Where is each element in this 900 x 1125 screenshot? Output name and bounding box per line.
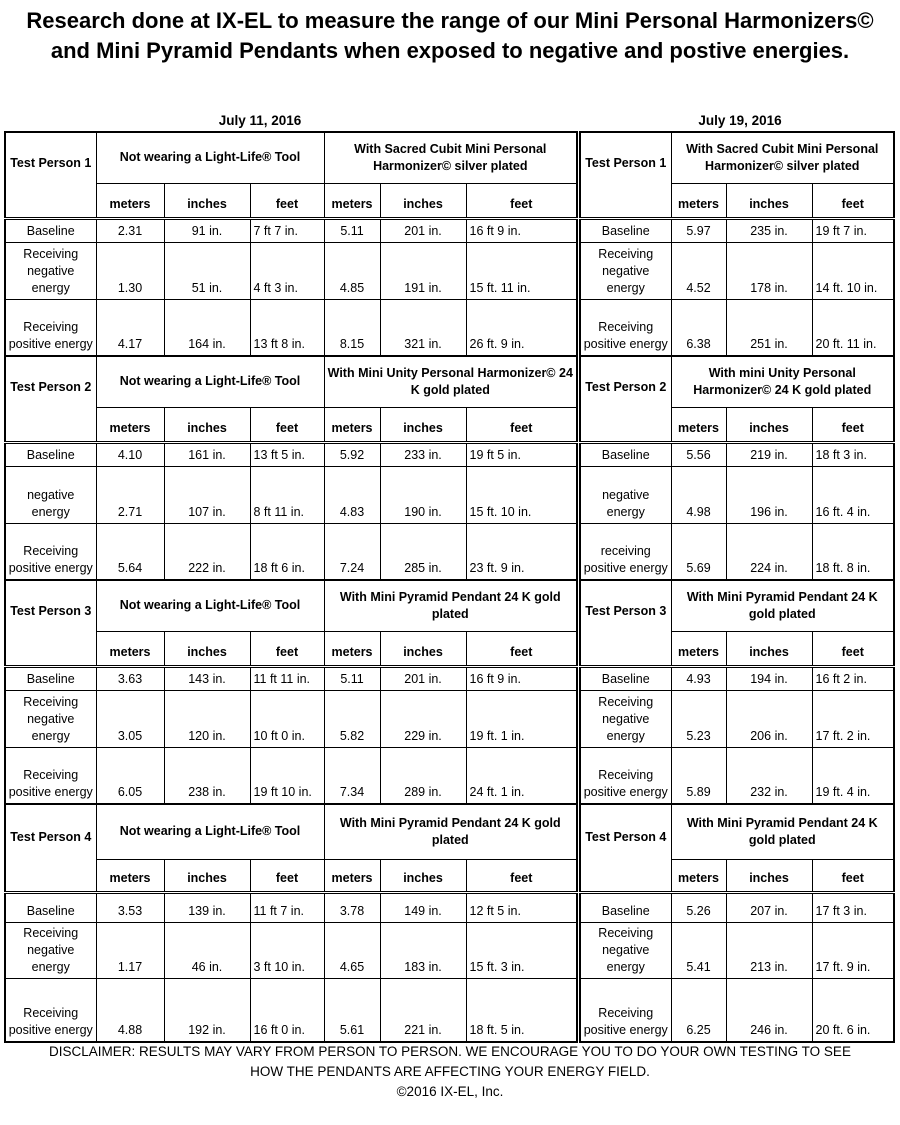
value-cell: 207 in. (726, 892, 812, 922)
value-cell: 5.11 (324, 218, 380, 242)
value-cell: 19 ft. 4 in. (812, 747, 894, 804)
value-cell: 4.65 (324, 922, 380, 978)
empty-cell (580, 407, 671, 442)
value-cell: 26 ft. 9 in. (466, 299, 577, 356)
title-line-2: and Mini Pyramid Pendants when exposed to negative and postive energies. (50, 38, 850, 63)
empty-cell (580, 183, 671, 218)
row-label: Receiving positive energy (5, 978, 96, 1042)
value-cell: 178 in. (726, 242, 812, 299)
value-cell: 7.24 (324, 523, 380, 580)
unit-header-meters: meters (96, 183, 164, 218)
value-cell: 221 in. (380, 978, 466, 1042)
value-cell: 8.15 (324, 299, 380, 356)
unit-header-meters: meters (671, 631, 726, 666)
value-cell: 222 in. (164, 523, 250, 580)
condition-header: With Mini Pyramid Pendant 24 K gold plated (324, 804, 577, 859)
row-label: negative energy (5, 466, 96, 523)
condition-header: Not wearing a Light-Life® Tool (96, 580, 324, 631)
value-cell: 196 in. (726, 466, 812, 523)
units-row (580, 631, 894, 666)
unit-header-meters: meters (324, 183, 380, 218)
value-cell: 5.26 (671, 892, 726, 922)
unit-header-meters: meters (96, 859, 164, 892)
unit-header-feet: feet (812, 183, 894, 218)
test-person-label: Test Person 2 (580, 356, 671, 407)
value-cell: 5.41 (671, 922, 726, 978)
value-cell: 24 ft. 1 in. (466, 747, 577, 804)
unit-header-feet: feet (466, 407, 577, 442)
unit-header-feet: feet (250, 859, 324, 892)
condition-header: Not wearing a Light-Life® Tool (96, 132, 324, 183)
value-cell: 13 ft 8 in. (250, 299, 324, 356)
disclaimer (0, 1042, 900, 1102)
group-header-row (5, 580, 577, 631)
empty-cell (5, 407, 96, 442)
condition-header: With Mini Pyramid Pendant 24 K gold plated (671, 804, 894, 859)
value-cell: 1.17 (96, 922, 164, 978)
table-row (580, 690, 894, 747)
row-label: Baseline (5, 892, 96, 922)
value-cell: 1.30 (96, 242, 164, 299)
value-cell: 4.10 (96, 442, 164, 466)
value-cell: 4.85 (324, 242, 380, 299)
value-cell: 238 in. (164, 747, 250, 804)
unit-header-feet: feet (466, 859, 577, 892)
row-label: Receiving positive energy (5, 747, 96, 804)
value-cell: 6.38 (671, 299, 726, 356)
value-cell: 3.53 (96, 892, 164, 922)
unit-header-feet: feet (812, 631, 894, 666)
date-left: July 11, 2016 (218, 113, 302, 128)
unit-header-feet: feet (812, 859, 894, 892)
results-table-july-19 (579, 131, 895, 1043)
table-row (580, 242, 894, 299)
test-person-label: Test Person 4 (5, 804, 96, 859)
value-cell: 11 ft 11 in. (250, 666, 324, 690)
value-cell: 17 ft. 2 in. (812, 690, 894, 747)
unit-header-meters: meters (671, 859, 726, 892)
value-cell: 191 in. (380, 242, 466, 299)
value-cell: 46 in. (164, 922, 250, 978)
value-cell: 12 ft 5 in. (466, 892, 577, 922)
value-cell: 15 ft. 11 in. (466, 242, 577, 299)
unit-header-inches: inches (164, 183, 250, 218)
copyright: ©2016 IX-EL, Inc. (396, 1084, 504, 1099)
table-row (580, 466, 894, 523)
unit-header-inches: inches (380, 631, 466, 666)
row-label: Receiving negative energy (580, 922, 671, 978)
row-label: Receiving negative energy (5, 242, 96, 299)
test-person-label: Test Person 4 (580, 804, 671, 859)
row-label: Baseline (5, 218, 96, 242)
unit-header-inches: inches (380, 859, 466, 892)
value-cell: 321 in. (380, 299, 466, 356)
test-person-label: Test Person 1 (5, 132, 96, 183)
table-row (580, 299, 894, 356)
units-row (580, 407, 894, 442)
row-label: Receiving negative energy (5, 922, 96, 978)
disclaimer-line-2: HOW THE PENDANTS ARE AFFECTING YOUR ENERGY FIELD. (250, 1064, 650, 1079)
row-label: Receiving negative energy (580, 242, 671, 299)
test-person-label: Test Person 3 (580, 580, 671, 631)
value-cell: 2.71 (96, 466, 164, 523)
value-cell: 5.64 (96, 523, 164, 580)
row-label: Receiving positive energy (5, 299, 96, 356)
value-cell: 16 ft 9 in. (466, 666, 577, 690)
test-person-label: Test Person 3 (5, 580, 96, 631)
value-cell: 232 in. (726, 747, 812, 804)
unit-header-meters: meters (324, 859, 380, 892)
value-cell: 219 in. (726, 442, 812, 466)
value-cell: 213 in. (726, 922, 812, 978)
value-cell: 194 in. (726, 666, 812, 690)
row-label: Baseline (580, 892, 671, 922)
units-row (5, 631, 577, 666)
group-header-row (5, 356, 577, 407)
empty-cell (580, 631, 671, 666)
value-cell: 4.98 (671, 466, 726, 523)
group-header-row (5, 132, 577, 183)
value-cell: 3 ft 10 in. (250, 922, 324, 978)
table-row (5, 442, 577, 466)
value-cell: 14 ft. 10 in. (812, 242, 894, 299)
value-cell: 107 in. (164, 466, 250, 523)
row-label: Baseline (580, 218, 671, 242)
condition-header: With Mini Unity Personal Harmonizer© 24 K gold plated (324, 356, 577, 407)
unit-header-meters: meters (671, 183, 726, 218)
unit-header-meters: meters (96, 407, 164, 442)
value-cell: 5.97 (671, 218, 726, 242)
unit-header-inches: inches (726, 407, 812, 442)
value-cell: 15 ft. 10 in. (466, 466, 577, 523)
units-row (580, 183, 894, 218)
value-cell: 233 in. (380, 442, 466, 466)
row-label: Receiving positive energy (580, 747, 671, 804)
unit-header-inches: inches (726, 859, 812, 892)
table-row (580, 892, 894, 922)
table-row (5, 523, 577, 580)
unit-header-inches: inches (726, 631, 812, 666)
condition-header: With Sacred Cubit Mini Personal Harmonizer© silver plated (671, 132, 894, 183)
table-row (580, 747, 894, 804)
value-cell: 11 ft 7 in. (250, 892, 324, 922)
units-row (5, 407, 577, 442)
value-cell: 4 ft 3 in. (250, 242, 324, 299)
value-cell: 289 in. (380, 747, 466, 804)
value-cell: 4.88 (96, 978, 164, 1042)
value-cell: 161 in. (164, 442, 250, 466)
group-header-row (580, 580, 894, 631)
value-cell: 139 in. (164, 892, 250, 922)
value-cell: 5.56 (671, 442, 726, 466)
value-cell: 5.82 (324, 690, 380, 747)
value-cell: 143 in. (164, 666, 250, 690)
unit-header-inches: inches (164, 859, 250, 892)
value-cell: 3.63 (96, 666, 164, 690)
value-cell: 19 ft 7 in. (812, 218, 894, 242)
group-header-row (5, 804, 577, 859)
value-cell: 16 ft 9 in. (466, 218, 577, 242)
unit-header-meters: meters (671, 407, 726, 442)
value-cell: 6.25 (671, 978, 726, 1042)
results-table-july-11 (4, 131, 578, 1043)
page-title (0, 6, 900, 66)
value-cell: 7.34 (324, 747, 380, 804)
unit-header-feet: feet (466, 183, 577, 218)
value-cell: 16 ft 0 in. (250, 978, 324, 1042)
value-cell: 19 ft. 1 in. (466, 690, 577, 747)
value-cell: 19 ft 5 in. (466, 442, 577, 466)
table-row (580, 978, 894, 1042)
disclaimer-line-1: DISCLAIMER: RESULTS MAY VARY FROM PERSON TO PERSON. WE ENCOURAGE YOU TO DO YOUR OWN TESTING TO SEE (49, 1044, 851, 1059)
value-cell: 235 in. (726, 218, 812, 242)
value-cell: 192 in. (164, 978, 250, 1042)
title-line-1: Research done at IX-EL to measure the range of our Mini Personal Harmonizers© (26, 8, 874, 33)
value-cell: 5.61 (324, 978, 380, 1042)
row-label: Receiving negative energy (580, 690, 671, 747)
value-cell: 6.05 (96, 747, 164, 804)
value-cell: 2.31 (96, 218, 164, 242)
value-cell: 18 ft. 5 in. (466, 978, 577, 1042)
value-cell: 5.11 (324, 666, 380, 690)
table-row (580, 442, 894, 466)
condition-header: Not wearing a Light-Life® Tool (96, 356, 324, 407)
group-header-row (580, 356, 894, 407)
table-row (5, 299, 577, 356)
value-cell: 206 in. (726, 690, 812, 747)
value-cell: 23 ft. 9 in. (466, 523, 577, 580)
value-cell: 16 ft. 4 in. (812, 466, 894, 523)
value-cell: 7 ft 7 in. (250, 218, 324, 242)
condition-header: With Mini Pyramid Pendant 24 K gold plated (324, 580, 577, 631)
units-row (5, 859, 577, 892)
value-cell: 201 in. (380, 666, 466, 690)
value-cell: 20 ft. 11 in. (812, 299, 894, 356)
value-cell: 149 in. (380, 892, 466, 922)
unit-header-inches: inches (164, 631, 250, 666)
row-label: Receiving positive energy (580, 978, 671, 1042)
value-cell: 183 in. (380, 922, 466, 978)
value-cell: 120 in. (164, 690, 250, 747)
value-cell: 164 in. (164, 299, 250, 356)
value-cell: 5.89 (671, 747, 726, 804)
value-cell: 17 ft 3 in. (812, 892, 894, 922)
unit-header-feet: feet (466, 631, 577, 666)
unit-header-inches: inches (726, 183, 812, 218)
value-cell: 246 in. (726, 978, 812, 1042)
row-label: Receiving positive energy (5, 523, 96, 580)
group-header-row (580, 804, 894, 859)
value-cell: 285 in. (380, 523, 466, 580)
table-row (5, 978, 577, 1042)
value-cell: 15 ft. 3 in. (466, 922, 577, 978)
value-cell: 5.69 (671, 523, 726, 580)
group-header-row (580, 132, 894, 183)
date-right: July 19, 2016 (698, 113, 782, 128)
unit-header-meters: meters (324, 407, 380, 442)
condition-header: With mini Unity Personal Harmonizer© 24 K gold plated (671, 356, 894, 407)
empty-cell (5, 859, 96, 892)
value-cell: 51 in. (164, 242, 250, 299)
value-cell: 4.93 (671, 666, 726, 690)
table-row (5, 690, 577, 747)
value-cell: 18 ft 6 in. (250, 523, 324, 580)
value-cell: 3.78 (324, 892, 380, 922)
table-row (580, 666, 894, 690)
unit-header-meters: meters (96, 631, 164, 666)
table-row (5, 242, 577, 299)
value-cell: 91 in. (164, 218, 250, 242)
empty-cell (5, 631, 96, 666)
value-cell: 16 ft 2 in. (812, 666, 894, 690)
value-cell: 8 ft 11 in. (250, 466, 324, 523)
value-cell: 19 ft 10 in. (250, 747, 324, 804)
unit-header-inches: inches (380, 183, 466, 218)
condition-header: With Sacred Cubit Mini Personal Harmonizer© silver plated (324, 132, 577, 183)
row-label: Baseline (580, 442, 671, 466)
condition-header: Not wearing a Light-Life® Tool (96, 804, 324, 859)
table-row (580, 523, 894, 580)
row-label: Baseline (580, 666, 671, 690)
unit-header-feet: feet (250, 631, 324, 666)
empty-cell (580, 859, 671, 892)
row-label: negative energy (580, 466, 671, 523)
value-cell: 17 ft. 9 in. (812, 922, 894, 978)
table-row (5, 666, 577, 690)
value-cell: 4.17 (96, 299, 164, 356)
row-label: receiving positive energy (580, 523, 671, 580)
unit-header-feet: feet (250, 183, 324, 218)
unit-header-feet: feet (250, 407, 324, 442)
value-cell: 5.92 (324, 442, 380, 466)
value-cell: 229 in. (380, 690, 466, 747)
empty-cell (5, 183, 96, 218)
value-cell: 4.83 (324, 466, 380, 523)
test-person-label: Test Person 1 (580, 132, 671, 183)
value-cell: 18 ft. 8 in. (812, 523, 894, 580)
table-row (5, 747, 577, 804)
table-row (5, 466, 577, 523)
value-cell: 201 in. (380, 218, 466, 242)
value-cell: 10 ft 0 in. (250, 690, 324, 747)
value-cell: 13 ft 5 in. (250, 442, 324, 466)
value-cell: 224 in. (726, 523, 812, 580)
value-cell: 4.52 (671, 242, 726, 299)
row-label: Baseline (5, 442, 96, 466)
unit-header-meters: meters (324, 631, 380, 666)
value-cell: 3.05 (96, 690, 164, 747)
table-row (580, 922, 894, 978)
row-label: Receiving negative energy (5, 690, 96, 747)
condition-header: With Mini Pyramid Pendant 24 K gold plated (671, 580, 894, 631)
value-cell: 5.23 (671, 690, 726, 747)
unit-header-inches: inches (164, 407, 250, 442)
table-row (5, 892, 577, 922)
test-person-label: Test Person 2 (5, 356, 96, 407)
table-row (5, 922, 577, 978)
unit-header-feet: feet (812, 407, 894, 442)
value-cell: 251 in. (726, 299, 812, 356)
unit-header-inches: inches (380, 407, 466, 442)
units-row (5, 183, 577, 218)
row-label: Baseline (5, 666, 96, 690)
units-row (580, 859, 894, 892)
value-cell: 18 ft 3 in. (812, 442, 894, 466)
table-row (580, 218, 894, 242)
table-row (5, 218, 577, 242)
value-cell: 190 in. (380, 466, 466, 523)
row-label: Receiving positive energy (580, 299, 671, 356)
value-cell: 20 ft. 6 in. (812, 978, 894, 1042)
